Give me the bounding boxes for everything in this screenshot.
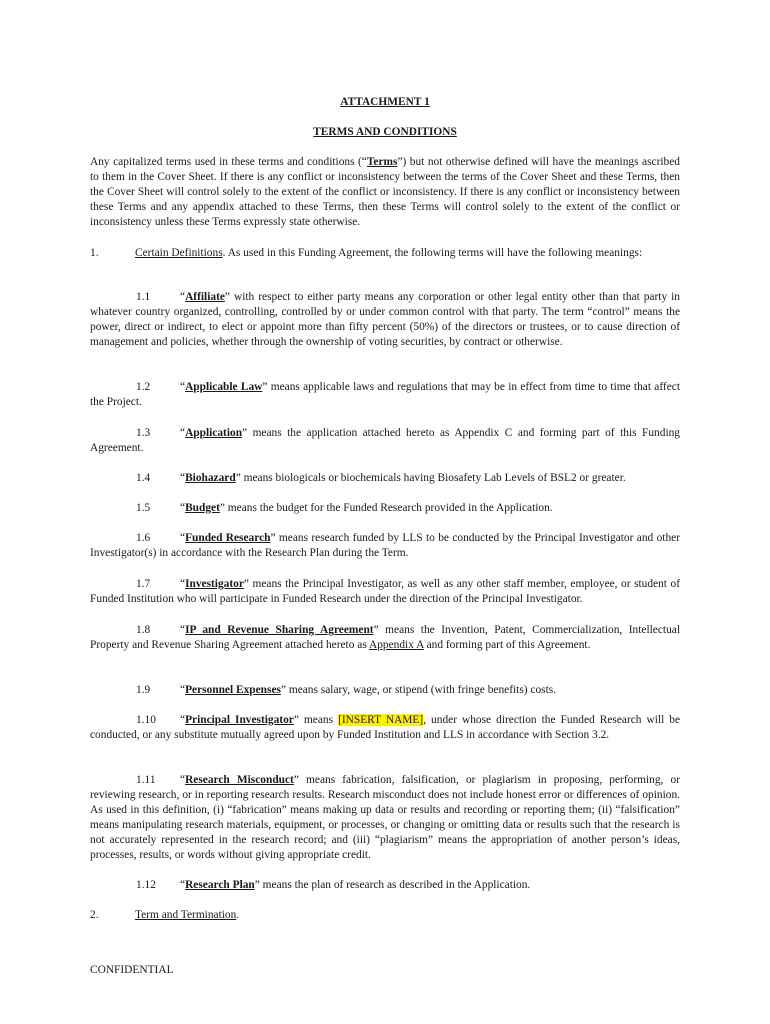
terms-defined-term: Terms xyxy=(366,156,398,168)
appendix-a-reference: Appendix A xyxy=(368,639,424,651)
definition-text: ” means salary, wage, or stipend (with fringe benefits) costs. xyxy=(280,684,557,696)
section-text: . xyxy=(236,909,240,921)
definition-text: ” means the application attached hereto as Appendix C and forming part of this Funding Agreement. xyxy=(90,427,680,454)
footer-confidential: CONFIDENTIAL xyxy=(90,964,174,976)
definition-number: 1.7 xyxy=(136,578,151,590)
definition-text: ” means the Invention, Patent, Commercialization, Intellectual Property and Revenue Sharing Agreement attached hereto as xyxy=(90,624,680,651)
defined-term: Investigator xyxy=(185,578,244,590)
section-heading: Certain Definitions xyxy=(135,247,223,259)
definition-text: ” with respect to either party means any corporation or other legal entity other than that party in whatever country organized, controlling, controlled by or under common control with that party. The term “control” means the power, direct or indirect, to elect or appoint more than fifty percent (50%) of the directors or trustees, or to cause direction of management and policies, whether through the ownership of voting securities, by contract or otherwise. xyxy=(90,291,680,348)
definition-funded-research: 1.6 “Funded Research” means research funded by LLS to be conducted by the Principal Investigator and other Investigator(s) in accordance with the Research Plan during the Term. xyxy=(90,532,680,559)
defined-term: Research Misconduct xyxy=(185,774,294,786)
definition-application: 1.3 “Application” means the application attached hereto as Appendix C and forming part of this Funding Agreement. xyxy=(90,427,680,454)
definition-number: 1.2 xyxy=(136,381,151,393)
definition-investigator: 1.7 “Investigator” means the Principal Investigator, as well as any other staff member, employee, or student of Funded Institution who will participate in Funded Research under the direction of the Principal Investigator. xyxy=(90,578,680,605)
definition-text: ” means biologicals or biochemicals having Biosafety Lab Levels of BSL2 or greater. xyxy=(235,472,626,484)
definition-text-2: and forming part of this Agreement. xyxy=(423,639,591,651)
intro-text-1: Any capitalized terms used in these terms and conditions (“ xyxy=(90,156,367,168)
definition-applicable-law: 1.2 “Applicable Law” means applicable laws and regulations that may be in effect from time to time that affect the Project. xyxy=(90,381,680,408)
definition-text: ” means applicable laws and regulations that may be in effect from time to time that affect the Project. xyxy=(90,381,680,408)
defined-term: Research Plan xyxy=(185,879,255,891)
definition-ip-revenue-sharing: 1.8 “IP and Revenue Sharing Agreement” means the Invention, Patent, Commercialization, Intellectual Property and Revenue Sharing Agreement attached hereto as Appendix A and forming part of this Agreement. xyxy=(90,624,680,651)
definition-text: ” means the Principal Investigator, as well as any other staff member, employee, or student of Funded Institution who will participate in Funded Research under the direction of the Principal Investigator. xyxy=(90,578,680,605)
defined-term: Budget xyxy=(185,502,220,514)
section-1 xyxy=(90,246,680,261)
definition-number: 1.6 xyxy=(136,532,151,544)
defined-term: Principal Investigator xyxy=(185,714,294,726)
definition-text: ” means the plan of research as described in the Application. xyxy=(254,879,531,891)
defined-term: Funded Research xyxy=(185,532,271,544)
definition-number: 1.9 xyxy=(136,684,151,696)
definition-number: 1.1 xyxy=(136,291,151,303)
definition-number: 1.4 xyxy=(136,472,151,484)
defined-term: IP and Revenue Sharing Agreement xyxy=(185,624,374,636)
definition-budget: 1.5 “Budget” means the budget for the Funded Research provided in the Application. xyxy=(136,502,553,514)
section-heading: Term and Termination xyxy=(135,909,237,921)
definition-research-plan: 1.12 “Research Plan” means the plan of research as described in the Application. xyxy=(136,879,531,891)
defined-term: Application xyxy=(185,427,243,439)
definition-text: , under whose direction the Funded Research will be conducted, or any substitute mutually agreed upon by Funded Institution and LLS in accordance with Section 3.2. xyxy=(90,714,680,741)
attachment-heading: ATTACHMENT 1 xyxy=(340,96,430,108)
intro-text-2: ”) but not otherwise defined will have the meanings ascribed to them in the Cover Sheet. If there is any conflict or inconsistency between the terms of the Cover Sheet and these Terms, then the Cover Sheet will control solely to the extent of the conflict or inconsistency. If there is any conflict or inconsistency between these Terms and any appendix attached to these Terms, then these Terms will control solely to the extent of the conflict or inconsistency unless these Terms expressly state otherwise. xyxy=(90,156,680,228)
definition-text: ” means fabrication, falsification, or plagiarism in proposing, performing, or reviewing research, or in reporting research results. Research misconduct does not include honest error or differences of opinion. As used in this definition, (i) “fabrication” means making up data or results and recording or reporting them; (ii) “falsification” means manipulating research materials, equipment, or processes, or changing or omitting data or results such that the research is not accurately represented in the research record; and (iii) “plagiarism” means the appropriation of another person’s ideas, processes, results, or words without giving appropriate credit. xyxy=(90,774,680,861)
definition-biohazard: 1.4 “Biohazard” means biologicals or biochemicals having Biosafety Lab Levels of BSL2 or greater. xyxy=(136,472,626,484)
section-number: 2. xyxy=(90,909,99,921)
defined-term: Affiliate xyxy=(185,291,225,303)
definition-number: 1.8 xyxy=(136,624,151,636)
definition-text: ” means research funded by LLS to be conducted by the Principal Investigator and other Investigator(s) in accordance with the Research Plan during the Term. xyxy=(90,532,680,559)
definition-principal-investigator: 1.10 “Principal Investigator” means [INSERT NAME], under whose direction the Funded Research will be conducted, or any substitute mutually agreed upon by Funded Institution and LLS in accordance with Section 3.2. xyxy=(90,714,680,741)
section-text: . As used in this Funding Agreement, the following terms will have the following meanings: xyxy=(222,247,643,259)
definition-affiliate: 1.1 “Affiliate” with respect to either party means any corporation or other legal entity other than that party in whatever country organized, controlling, controlled by or under common control with that party. The term “control” means the power, direct or indirect, to elect or appoint more than fifty percent (50%) of the directors or trustees, or to cause direction of management and policies, whether through the ownership of voting securities, by contract or otherwise. xyxy=(90,291,680,348)
insert-name-placeholder: [INSERT NAME] xyxy=(338,714,424,726)
defined-term: Personnel Expenses xyxy=(185,684,281,696)
definition-research-misconduct: 1.11 “Research Misconduct” means fabrication, falsification, or plagiarism in proposing, performing, or reviewing research, or in reporting research results. Research misconduct does not include honest error or differences of opinion. As used in this definition, (i) “fabrication” means making up data or results and recording or reporting them; (ii) “falsification” means manipulating research materials, equipment, or processes, or changing or omitting data or results such that the research is not accurately represented in the research record; and (iii) “plagiarism” means the appropriation of another person’s ideas, processes, results, or words without giving appropriate credit. xyxy=(90,774,680,861)
definition-number: 1.3 xyxy=(136,427,151,439)
definition-number: 1.11 xyxy=(136,774,156,786)
defined-term: Biohazard xyxy=(185,472,236,484)
defined-term: Applicable Law xyxy=(185,381,263,393)
definition-text: ” means the budget for the Funded Research provided in the Application. xyxy=(219,502,553,514)
definition-number: 1.12 xyxy=(136,879,156,891)
definition-number: 1.10 xyxy=(136,714,156,726)
intro-paragraph xyxy=(90,155,680,230)
section-number: 1. xyxy=(90,247,99,259)
definition-number: 1.5 xyxy=(136,502,151,514)
definition-personnel-expenses: 1.9 “Personnel Expenses” means salary, wage, or stipend (with fringe benefits) costs. xyxy=(136,684,557,696)
page-title: TERMS AND CONDITIONS xyxy=(313,126,457,138)
section-2 xyxy=(90,908,680,923)
definition-text-pre: ” means xyxy=(293,714,339,726)
